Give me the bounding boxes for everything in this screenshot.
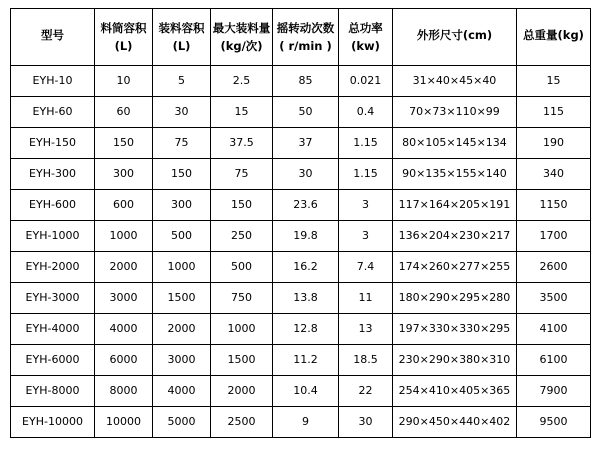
cell-model: EYH-10000 <box>11 407 95 438</box>
cell-barrel-volume: 10 <box>95 66 153 97</box>
cell-rotation-speed: 23.6 <box>273 190 339 221</box>
cell-model: EYH-3000 <box>11 283 95 314</box>
cell-max-load: 75 <box>211 159 273 190</box>
cell-load-volume: 2000 <box>153 314 211 345</box>
table-row <box>11 190 591 221</box>
table-row <box>11 345 591 376</box>
column-header-unit: (L) <box>114 38 133 53</box>
cell-barrel-volume: 10000 <box>95 407 153 438</box>
column-header-unit: ( r/min ) <box>279 38 332 53</box>
cell-max-load: 2000 <box>211 376 273 407</box>
cell-max-load: 250 <box>211 221 273 252</box>
cell-load-volume: 30 <box>153 97 211 128</box>
column-header-model <box>11 9 95 66</box>
cell-max-load: 500 <box>211 252 273 283</box>
cell-total-weight: 340 <box>517 159 591 190</box>
cell-model: EYH-4000 <box>11 314 95 345</box>
table-body <box>11 9 591 438</box>
cell-total-power: 18.5 <box>339 345 393 376</box>
cell-total-power: 3 <box>339 221 393 252</box>
cell-total-power: 3 <box>339 190 393 221</box>
cell-dimensions: 290×450×440×402 <box>393 407 517 438</box>
cell-model: EYH-1000 <box>11 221 95 252</box>
cell-barrel-volume: 600 <box>95 190 153 221</box>
cell-total-weight: 3500 <box>517 283 591 314</box>
cell-total-power: 7.4 <box>339 252 393 283</box>
cell-max-load: 2.5 <box>211 66 273 97</box>
cell-rotation-speed: 13.8 <box>273 283 339 314</box>
column-header-unit: (kw) <box>351 38 380 53</box>
column-header-main: 总功率 <box>348 21 383 36</box>
cell-barrel-volume: 60 <box>95 97 153 128</box>
cell-max-load: 37.5 <box>211 128 273 159</box>
column-header-dimensions <box>393 9 517 66</box>
cell-total-weight: 190 <box>517 128 591 159</box>
specification-table <box>10 8 591 438</box>
cell-model: EYH-150 <box>11 128 95 159</box>
cell-total-weight: 2600 <box>517 252 591 283</box>
cell-max-load: 1000 <box>211 314 273 345</box>
cell-barrel-volume: 150 <box>95 128 153 159</box>
table-row <box>11 283 591 314</box>
cell-load-volume: 75 <box>153 128 211 159</box>
column-header-main: 最大装料量 <box>212 21 271 36</box>
cell-barrel-volume: 4000 <box>95 314 153 345</box>
cell-total-power: 1.15 <box>339 128 393 159</box>
cell-total-power: 30 <box>339 407 393 438</box>
cell-barrel-volume: 2000 <box>95 252 153 283</box>
cell-load-volume: 1000 <box>153 252 211 283</box>
cell-barrel-volume: 1000 <box>95 221 153 252</box>
cell-load-volume: 300 <box>153 190 211 221</box>
cell-dimensions: 254×410×405×365 <box>393 376 517 407</box>
table-row <box>11 221 591 252</box>
column-header-max-load <box>211 9 273 66</box>
cell-rotation-speed: 37 <box>273 128 339 159</box>
column-header-unit: (kg/次) <box>220 38 263 53</box>
cell-rotation-speed: 85 <box>273 66 339 97</box>
cell-rotation-speed: 50 <box>273 97 339 128</box>
column-header-main: 料筒容积 <box>100 21 147 36</box>
cell-load-volume: 4000 <box>153 376 211 407</box>
cell-rotation-speed: 16.2 <box>273 252 339 283</box>
table-row <box>11 159 591 190</box>
cell-dimensions: 90×135×155×140 <box>393 159 517 190</box>
table-row <box>11 407 591 438</box>
cell-dimensions: 31×40×45×40 <box>393 66 517 97</box>
cell-max-load: 2500 <box>211 407 273 438</box>
cell-load-volume: 3000 <box>153 345 211 376</box>
cell-rotation-speed: 12.8 <box>273 314 339 345</box>
cell-model: EYH-2000 <box>11 252 95 283</box>
cell-model: EYH-60 <box>11 97 95 128</box>
cell-dimensions: 197×330×330×295 <box>393 314 517 345</box>
cell-rotation-speed: 9 <box>273 407 339 438</box>
cell-total-power: 22 <box>339 376 393 407</box>
cell-dimensions: 70×73×110×99 <box>393 97 517 128</box>
cell-dimensions: 180×290×295×280 <box>393 283 517 314</box>
cell-rotation-speed: 30 <box>273 159 339 190</box>
cell-max-load: 150 <box>211 190 273 221</box>
table-row <box>11 314 591 345</box>
cell-total-weight: 6100 <box>517 345 591 376</box>
cell-rotation-speed: 19.8 <box>273 221 339 252</box>
cell-barrel-volume: 300 <box>95 159 153 190</box>
cell-max-load: 15 <box>211 97 273 128</box>
cell-dimensions: 174×260×277×255 <box>393 252 517 283</box>
column-header-unit: (L) <box>172 38 191 53</box>
cell-total-weight: 15 <box>517 66 591 97</box>
cell-load-volume: 1500 <box>153 283 211 314</box>
column-header-total-power <box>339 9 393 66</box>
cell-total-power: 1.15 <box>339 159 393 190</box>
cell-model: EYH-600 <box>11 190 95 221</box>
cell-model: EYH-8000 <box>11 376 95 407</box>
column-header-main: 型号 <box>41 28 64 43</box>
cell-model: EYH-6000 <box>11 345 95 376</box>
cell-total-power: 13 <box>339 314 393 345</box>
cell-total-weight: 4100 <box>517 314 591 345</box>
cell-total-power: 0.021 <box>339 66 393 97</box>
cell-load-volume: 150 <box>153 159 211 190</box>
table-row <box>11 66 591 97</box>
column-header-main: 总重量(kg) <box>523 28 584 43</box>
cell-max-load: 1500 <box>211 345 273 376</box>
cell-barrel-volume: 3000 <box>95 283 153 314</box>
column-header-rotation-speed <box>273 9 339 66</box>
column-header-main: 外形尺寸(cm) <box>416 28 493 43</box>
cell-barrel-volume: 8000 <box>95 376 153 407</box>
table-header-row <box>11 9 591 66</box>
cell-rotation-speed: 10.4 <box>273 376 339 407</box>
column-header-main: 装料容积 <box>158 21 205 36</box>
column-header-main: 摇转动次数 <box>276 21 335 36</box>
cell-total-weight: 7900 <box>517 376 591 407</box>
column-header-barrel-volume <box>95 9 153 66</box>
cell-total-weight: 9500 <box>517 407 591 438</box>
cell-total-weight: 1150 <box>517 190 591 221</box>
cell-total-weight: 115 <box>517 97 591 128</box>
cell-dimensions: 136×204×230×217 <box>393 221 517 252</box>
table-row <box>11 97 591 128</box>
cell-total-weight: 1700 <box>517 221 591 252</box>
column-header-load-volume <box>153 9 211 66</box>
cell-barrel-volume: 6000 <box>95 345 153 376</box>
cell-total-power: 0.4 <box>339 97 393 128</box>
cell-load-volume: 5000 <box>153 407 211 438</box>
cell-load-volume: 5 <box>153 66 211 97</box>
cell-model: EYH-10 <box>11 66 95 97</box>
cell-rotation-speed: 11.2 <box>273 345 339 376</box>
cell-model: EYH-300 <box>11 159 95 190</box>
cell-load-volume: 500 <box>153 221 211 252</box>
cell-total-power: 11 <box>339 283 393 314</box>
table-row <box>11 128 591 159</box>
column-header-total-weight <box>517 9 591 66</box>
table-row <box>11 252 591 283</box>
cell-dimensions: 230×290×380×310 <box>393 345 517 376</box>
cell-dimensions: 80×105×145×134 <box>393 128 517 159</box>
table-row <box>11 376 591 407</box>
cell-dimensions: 117×164×205×191 <box>393 190 517 221</box>
cell-max-load: 750 <box>211 283 273 314</box>
